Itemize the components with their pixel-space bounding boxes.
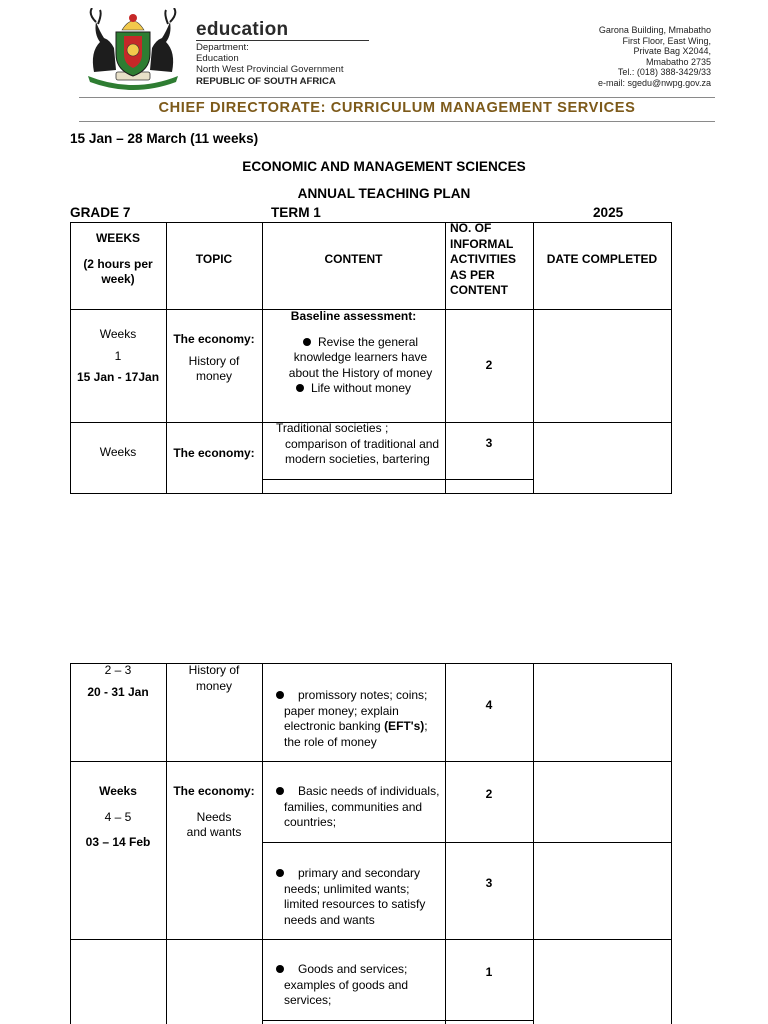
header-date-completed: DATE COMPLETED xyxy=(546,252,658,266)
grade-label: GRADE 7 xyxy=(70,205,131,220)
table-rule xyxy=(166,663,167,1024)
row1-content xyxy=(262,309,445,397)
row3-topic xyxy=(166,784,262,841)
address-line: Garona Building, Mmabatho xyxy=(598,25,711,35)
topic-heading: The economy: xyxy=(173,332,255,346)
coat-of-arms-logo xyxy=(80,8,186,90)
weeks-dates: 03 – 14 Feb xyxy=(85,835,151,850)
bullet-icon xyxy=(276,691,284,699)
weeks-number: 1 xyxy=(114,348,122,363)
subject-title: ECONOMIC AND MANAGEMENT SCIENCES xyxy=(242,159,526,174)
row4-activities-a: 1 xyxy=(485,965,493,979)
row2-topic: History of money xyxy=(188,663,240,693)
weeks-number: 2 – 3 xyxy=(104,663,132,677)
header-weeks-sub: (2 hours per week) xyxy=(83,256,153,287)
content-heading: Baseline assessment: xyxy=(290,309,417,323)
year-label: 2025 xyxy=(593,205,624,220)
table-rule xyxy=(262,479,534,480)
row2-content-continued: promissory notes; coins; paper money; explain electronic banking (EFT's); the role of money xyxy=(284,688,442,750)
row3-activities-a: 2 xyxy=(485,787,493,801)
row1-weeks xyxy=(70,327,166,386)
address-email: e-mail: sgedu@nwpg.gov.za xyxy=(597,77,711,88)
brand-wordmark: education xyxy=(196,19,289,40)
row4-content-a: Goods and services; examples of goods and services; xyxy=(284,962,442,1009)
term-label: TERM 1 xyxy=(271,205,321,220)
row3-content-b: primary and secondary needs; unlimited wants; limited resources to satisfy needs and wants xyxy=(284,866,442,928)
header-activities: NO. OF INFORMAL ACTIVITIES AS PER CONTENT xyxy=(450,221,517,298)
department-line: North West Provincial Government xyxy=(196,64,344,76)
weeks-label: Weeks xyxy=(99,327,137,341)
address-block xyxy=(598,25,711,89)
row2-content: Traditional societies ; comparison of traditional and modern societies, bartering xyxy=(276,421,440,467)
content-bullet: Life without money xyxy=(262,381,445,397)
bullet-icon xyxy=(276,965,284,973)
header-weeks-label: WEEKS xyxy=(95,231,140,245)
weeks-number: 4 – 5 xyxy=(104,809,132,824)
row2-weeks xyxy=(70,663,166,700)
header-content: CONTENT xyxy=(324,252,383,266)
bullet-icon xyxy=(296,384,304,392)
table-rule xyxy=(671,663,672,1024)
directorate-top-rule xyxy=(79,97,715,98)
table-rule xyxy=(533,663,534,1024)
row3-activities-b: 3 xyxy=(485,876,493,890)
plan-title: ANNUAL TEACHING PLAN xyxy=(297,186,471,201)
row3-weeks xyxy=(70,784,166,851)
table-rule xyxy=(262,663,263,1024)
weeks-dates: 20 - 31 Jan xyxy=(87,684,149,699)
row2-weeks-label: Weeks xyxy=(99,445,137,459)
department-line: Education xyxy=(196,53,239,65)
header-topic: TOPIC xyxy=(195,252,233,266)
header-weeks xyxy=(70,231,166,288)
department-line: REPUBLIC OF SOUTH AFRICA xyxy=(196,75,336,87)
department-line: Department: xyxy=(196,42,249,53)
bullet-icon xyxy=(303,338,311,346)
term-dates: 15 Jan – 28 March (11 weeks) xyxy=(70,131,259,146)
row3-content-a: Basic needs of individuals, families, communities and countries; xyxy=(284,784,442,831)
table-rule xyxy=(671,222,672,494)
bullet-icon xyxy=(276,869,284,877)
directorate-bottom-rule xyxy=(79,121,715,122)
weeks-dates: 15 Jan - 17Jan xyxy=(76,370,160,385)
topic-text: History of money xyxy=(188,353,240,384)
topic-heading: The economy: xyxy=(173,784,255,798)
address-line: Tel.: (018) 388-3429/33 xyxy=(617,67,711,78)
table-rule xyxy=(70,493,672,494)
row2-activities: 3 xyxy=(485,436,493,450)
row2-activities-continued: 4 xyxy=(485,698,493,712)
directorate-title: CHIEF DIRECTORATE: CURRICULUM MANAGEMENT SERVICES xyxy=(158,100,636,116)
address-line: Private Bag X2044, xyxy=(633,46,711,57)
row1-topic xyxy=(166,332,262,385)
row1-activities: 2 xyxy=(485,358,493,372)
table-rule xyxy=(70,761,672,762)
table-rule xyxy=(262,1020,534,1021)
content-bullet: Revise the general knowledge learners have about the History of money xyxy=(288,334,433,380)
brand-divider xyxy=(196,40,369,41)
table-rule xyxy=(70,222,672,223)
row2-topic-heading: The economy: xyxy=(173,446,255,460)
topic-text: Needs and wants xyxy=(186,809,242,840)
weeks-label: Weeks xyxy=(99,784,137,798)
department-block xyxy=(196,42,344,87)
table-rule xyxy=(70,939,672,940)
address-line: Mmabatho 2735 xyxy=(645,56,711,67)
bullet-icon xyxy=(276,787,284,795)
table-rule xyxy=(262,842,672,843)
address-line: First Floor, East Wing, xyxy=(622,35,711,46)
